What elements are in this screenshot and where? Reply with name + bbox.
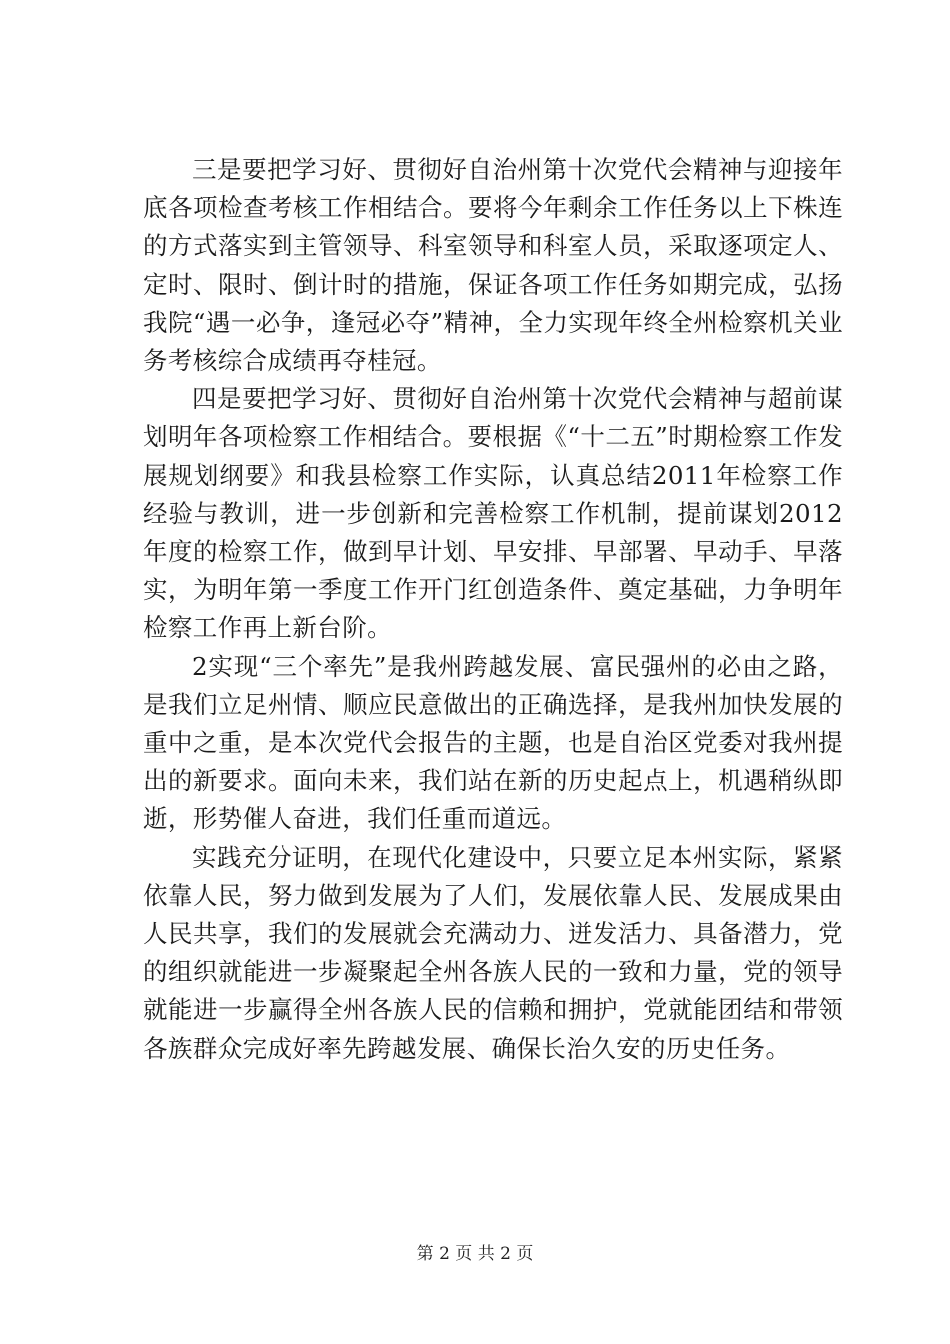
- paragraph-1: 三是要把学习好、贯彻好自治州第十次党代会精神与迎接年底各项检查考核工作相结合。要将今年剩余工作任务以上下株连的方式落实到主管领导、科室领导和科室人员，采取逐项定人、定时、限时、倒计时的措施，保证各项工作任务如期完成，弘扬我院“遇一必争，逢冠必夺”精神，全力实现年终全州检察机关业务考核综合成绩再夺桂冠。: [143, 155, 843, 376]
- page-number-label: 第 2 页 共 2 页: [416, 1244, 534, 1264]
- page-footer: [0, 1242, 950, 1266]
- document-body: [143, 151, 843, 1068]
- paragraph-4: 实践充分证明，在现代化建设中，只要立足本州实际，紧紧依靠人民，努力做到发展为了人们，发展依靠人民、发展成果由人民共享，我们的发展就会充满动力、迸发活力、具备潜力，党的组织就能进一步凝聚起全州各族人民的一致和力量，党的领导就能进一步赢得全州各族人民的信赖和拥护，党就能团结和带领各族群众完成好率先跨越发展、确保长治久安的历史任务。: [143, 842, 843, 1063]
- paragraph-2: 四是要把学习好、贯彻好自治州第十次党代会精神与超前谋划明年各项检察工作相结合。要根据《“十二五”时期检察工作发展规划纲要》和我县检察工作实际，认真总结2011年检察工作经验与教训，进一步创新和完善检察工作机制，提前谋划2012年度的检察工作，做到早计划、早安排、早部署、早动手、早落实，为明年第一季度工作开门红创造条件、奠定基础，力争明年检察工作再上新台阶。: [143, 384, 843, 643]
- paragraph-3: 2实现“三个率先”是我州跨越发展、富民强州的必由之路，是我们立足州情、顺应民意做出的正确选择，是我州加快发展的重中之重，是本次党代会报告的主题，也是自治区党委对我州提出的新要求。面向未来，我们站在新的历史起点上，机遇稍纵即逝，形势催人奋进，我们任重而道远。: [143, 651, 843, 834]
